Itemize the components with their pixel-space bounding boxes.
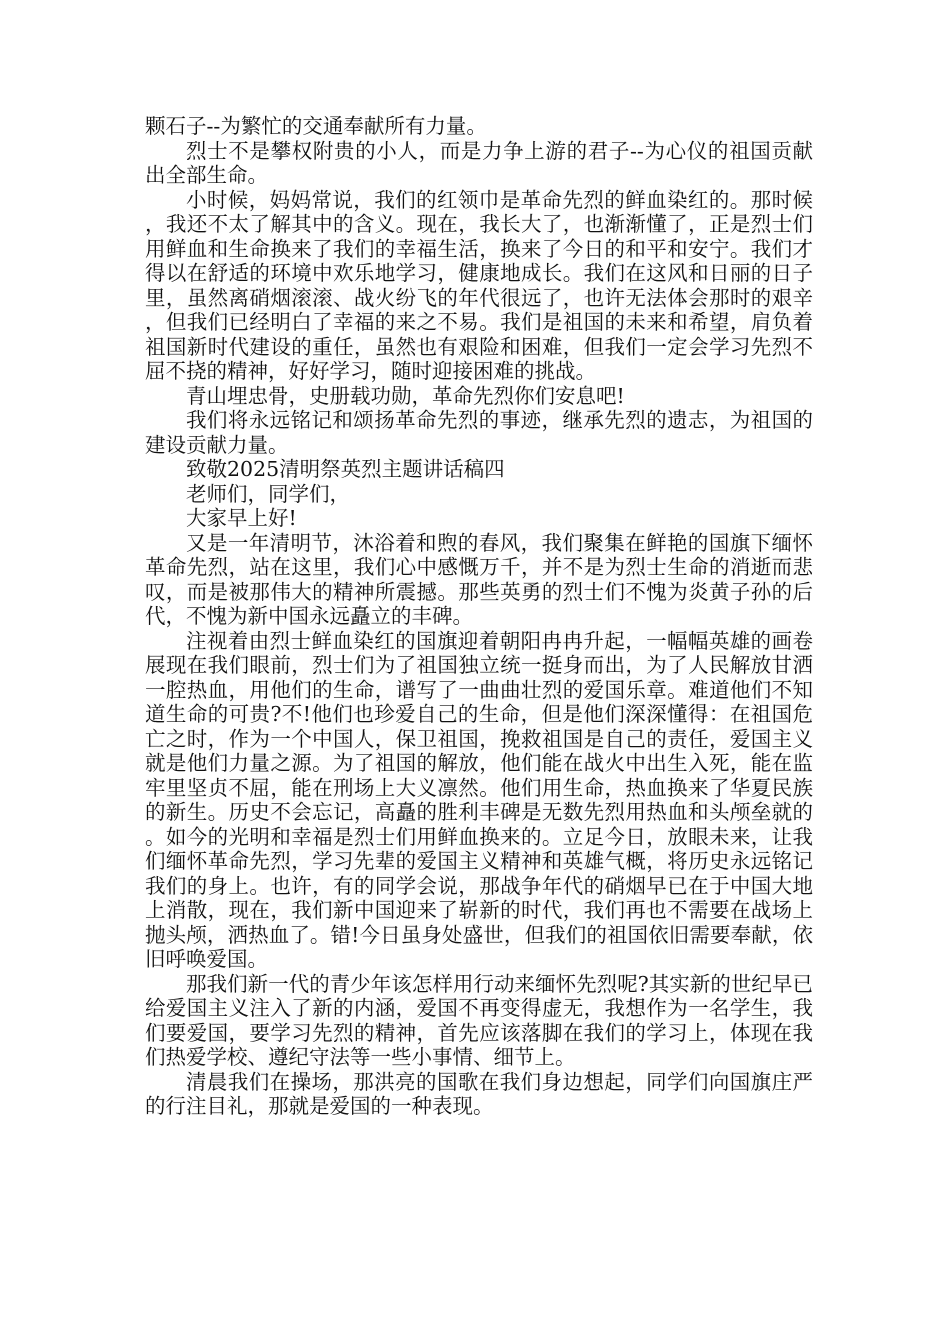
document-body xyxy=(145,114,813,1119)
paragraph-1: 颗石子--为繁忙的交通奉献所有力量。 xyxy=(145,114,487,138)
salutation: 老师们，同学们， xyxy=(186,481,350,506)
paragraph-11: 那我们新一代的青少年该怎样用行动来缅怀先烈呢?其实新的世纪早已给爱国主义注入了新的内涵，爱国不再变得虚无，我想作为一名学生，我们要爱国，要学习先烈的精神，首先应该落脚在我们的学习上，体现在我们热爱学校、遵纪守法等一些小事情、细节上。 xyxy=(145,971,813,1069)
paragraph-3: 小时候，妈妈常说，我们的红领巾是革命先烈的鲜血染红的。那时候，我还不太了解其中的含义。现在，我长大了，也渐渐懂了，正是烈士们用鲜血和生命换来了我们的幸福生活，换来了今日的和平和安宁。我们才得以在舒适的环境中欢乐地学习，健康地成长。我们在这风和日丽的日子里，虽然离硝烟滚滚、战火纷飞的年代很远了，也许无法体会那时的艰辛，但我们已经明白了幸福的来之不易。我们是祖国的未来和希望，肩负着祖国新时代建设的重任，虽然也有艰险和困难，但我们一定会学习先烈不屈不挠的精神，好好学习，随时迎接困难的挑战。 xyxy=(145,187,813,383)
paragraph-12: 清晨我们在操场，那洪亮的国歌在我们身边想起，同学们向国旗庄严的行注目礼，那就是爱国的一种表现。 xyxy=(145,1069,813,1118)
paragraph-4: 青山埋忠骨，史册载功勋，革命先烈你们安息吧! xyxy=(186,383,625,408)
paragraph-10: 注视着由烈士鲜血染红的国旗迎着朝阳冉冉升起，一幅幅英雄的画卷展现在我们眼前，烈士们为了祖国独立统一挺身而出，为了人民解放甘洒一腔热血，用他们的生命，谱写了一曲曲壮烈的爱国乐章。难道他们不知道生命的可贵?不!他们也珍爱自己的生命，但是他们深深懂得：在祖国危亡之时，作为一个中国人，保卫祖国，挽救祖国是自己的责任，爱国主义就是他们力量之源。为了祖国的解放，他们能在战火中出生入死，能在监牢里坚贞不屈，能在刑场上大义凛然。他们用生命，热血换来了华夏民族的新生。历史不会忘记，高矗的胜利丰碑是无数先烈用热血和头颅垒就的。如今的光明和幸福是烈士们用鲜血换来的。立足今日，放眼未来，让我们缅怀革命先烈，学习先辈的爱国主义精神和英雄气概，将历史永远铭记我们的身上。也许，有的同学会说，那战争年代的硝烟早已在于中国大地上消散，现在，我们新中国迎来了崭新的时代，我们再也不需要在战场上抛头颅，洒热血了。错!今日虽身处盛世，但我们的祖国依旧需要奉献，依旧呼唤爱国。 xyxy=(145,628,813,971)
paragraph-2: 烈士不是攀权附贵的小人，而是力争上游的君子--为心仪的祖国贡献出全部生命。 xyxy=(145,138,813,187)
speech-title: 致敬2025清明祭英烈主题讲话稿四 xyxy=(186,457,505,481)
paragraph-9: 又是一年清明节，沐浴着和煦的春风，我们聚集在鲜艳的国旗下缅怀革命先烈，站在这里，我们心中感慨万千，并不是为烈士生命的消逝而悲叹，而是被那伟大的精神所震撼。那些英勇的烈士们不愧为炎黄子孙的后代，不愧为新中国永远矗立的丰碑。 xyxy=(145,530,813,628)
greeting: 大家早上好! xyxy=(186,506,297,530)
paragraph-5: 我们将永远铭记和颂扬革命先烈的事迹，继承先烈的遗志，为祖国的建设贡献力量。 xyxy=(145,408,813,457)
